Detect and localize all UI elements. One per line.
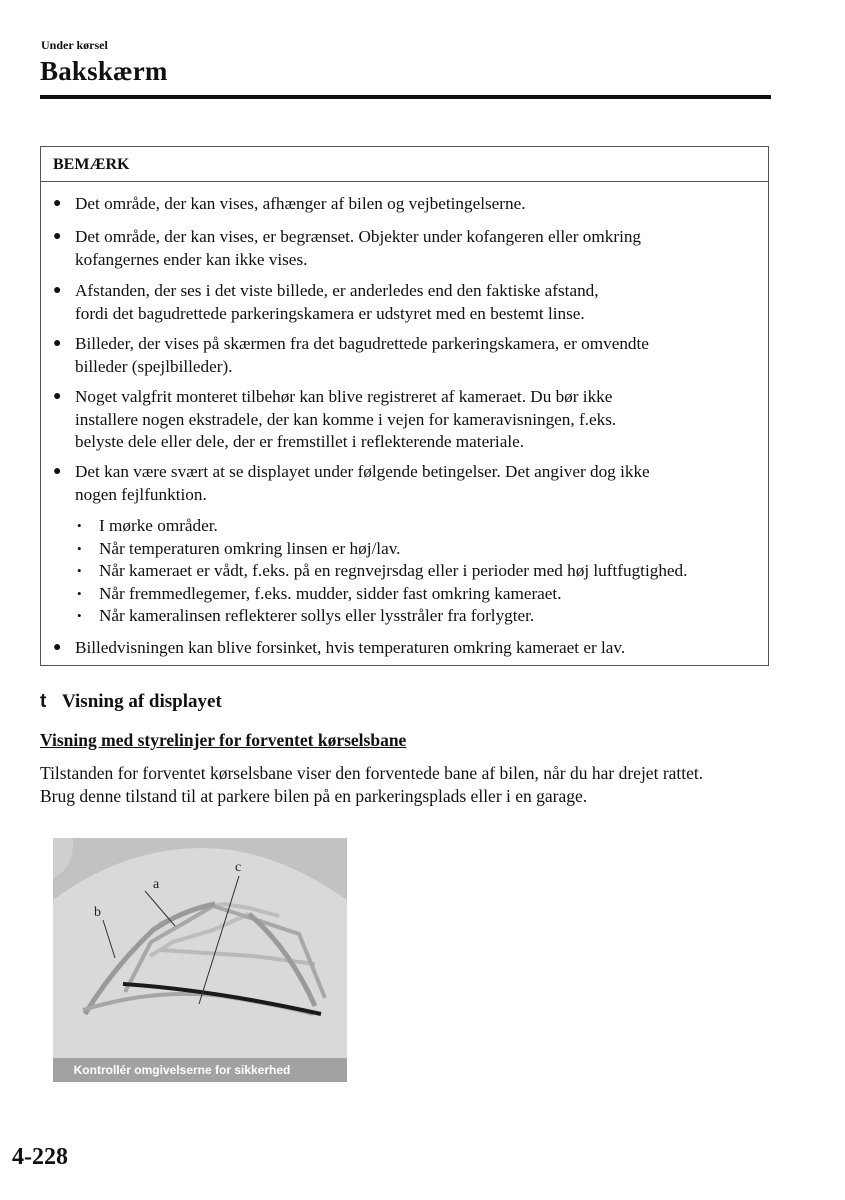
bullet-text: Afstanden, der ses i det viste billede, er anderledes end den faktiske afstand, fordi det bagudrettede parkeringskamera er udstyret med en bestemt linse. (75, 281, 599, 323)
section-marker: t (40, 691, 47, 712)
page-title: Bakskærm (40, 56, 168, 86)
display-background (53, 838, 347, 1082)
bullet-text: Noget valgfrit monteret tilbehør kan blive registreret af kameraet. Du bør ikke installere nogen ekstradele, der kan komme i vejen for kameravisningen, f.eks. belyste dele eller dele, der er fremstillet i reflekterende materiale. (75, 387, 617, 451)
sub-bullet-text: Når kameraet er vådt, f.eks. på en regnvejrsdag eller i perioder med høj luftfugtighed. (99, 561, 688, 580)
bullet-dot-icon: ● (53, 640, 62, 655)
note-box (40, 146, 769, 666)
small-bullet-icon: • (77, 540, 82, 556)
label-b: b (94, 905, 101, 920)
section-heading-text: Visning af displayet (62, 691, 222, 712)
label-c: c (235, 860, 242, 875)
bullet-text: Billedvisningen kan blive forsinket, hvis temperaturen omkring kameraet er lav. (75, 638, 626, 657)
bullet-dot-icon: ● (53, 464, 62, 479)
bullet-dot-icon: ● (53, 389, 62, 404)
note-heading: BEMÆRK (41, 147, 768, 182)
sub-bullet-text: Når temperaturen omkring linsen er høj/lav. (99, 538, 401, 558)
sub-bullet-text: Når kameralinsen reflekterer sollys eller lysstråler fra forlygter. (99, 606, 535, 625)
title-rule (40, 95, 771, 99)
sub-bullet-text: I mørke områder. (99, 516, 218, 535)
small-bullet-icon: • (77, 518, 82, 533)
bullet-dot-icon: ● (53, 336, 62, 351)
camera-display-illustration (53, 838, 347, 1082)
bullet-text: Det område, der kan vises, er begrænset. Objekter under kofangeren eller omkring kofangernes ender kan ikke vises. (75, 227, 642, 269)
subheading: Visning med styrelinjer for forventet kørselsbane (40, 730, 407, 750)
bullet-text: Det kan være svært at se displayet under følgende betingelser. Det angiver dog ikke nogen fejlfunktion. (75, 462, 650, 504)
section-label: Under kørsel (41, 38, 108, 52)
sub-bullet-text: Når fremmedlegemer, f.eks. mudder, sidder fast omkring kameraet. (99, 583, 562, 603)
page-number: 4-228 (12, 1144, 68, 1170)
small-bullet-icon: • (77, 608, 82, 623)
small-bullet-icon: • (77, 563, 82, 578)
camera-display-figure (53, 838, 347, 1082)
bullet-dot-icon: ● (53, 196, 62, 211)
small-bullet-icon: • (77, 585, 82, 601)
bullet-text: Billeder, der vises på skærmen fra det bagudrettede parkeringskamera, er omvendte billeder (spejlbilleder). (75, 334, 649, 376)
bullet-text: Det område, der kan vises, afhænger af bilen og vejbetingelserne. (75, 194, 526, 213)
body-paragraph: Tilstanden for forventet kørselsbane viser den forventede bane af bilen, når du har drejet rattet. Brug denne tilstand til at parkere bilen på en parkeringsplads eller i en garage. (40, 763, 704, 806)
display-caption: Kontrollér omgivelserne for sikkerhed (73, 1063, 291, 1077)
bullet-dot-icon: ● (53, 229, 62, 244)
bullet-dot-icon: ● (53, 283, 62, 298)
label-a: a (153, 877, 160, 892)
section-heading (40, 691, 222, 713)
